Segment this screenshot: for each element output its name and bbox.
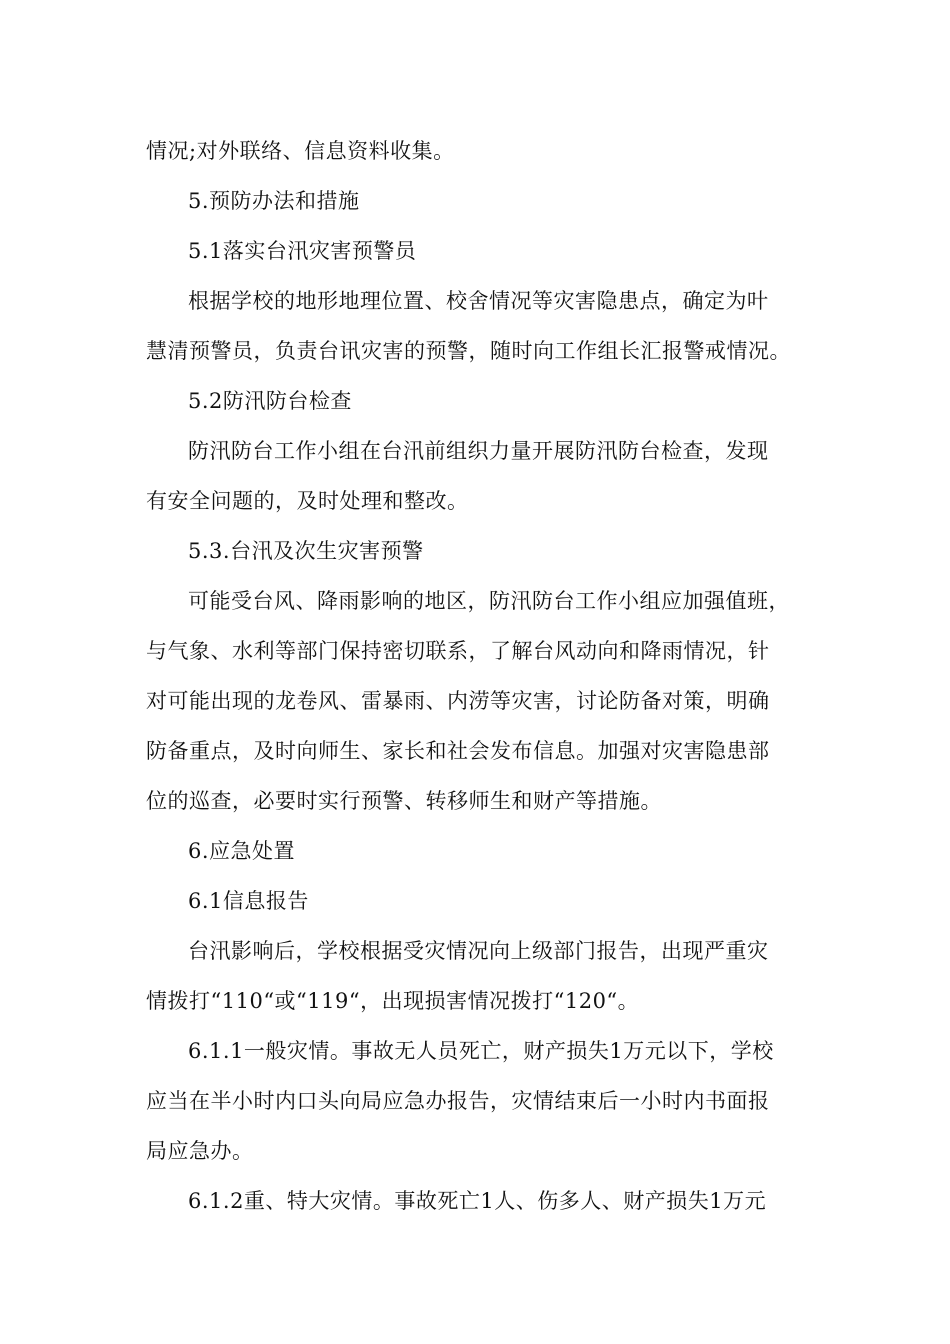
text-line: 应当在半小时内口头向局应急办报告，灾情结束后一小时内书面报 [146, 1089, 770, 1113]
text-line: 防汛防台工作小组在台汛前组织力量开展防汛防台检查，发现 [188, 439, 769, 463]
text-line: 6.1.2重、特大灾情。事故死亡1人、伤多人、财产损失1万元 [188, 1189, 767, 1213]
text-line: 局应急办。 [146, 1139, 254, 1163]
section-heading: 6.应急处置 [188, 839, 296, 863]
text-line: 防备重点，及时向师生、家长和社会发布信息。加强对灾害隐患部 [146, 739, 770, 763]
text-line: 情拨打“110“或“119“，出现损害情况拨打“120“。 [146, 989, 640, 1013]
text-line: 与气象、水利等部门保持密切联系，了解台风动向和降雨情况，针 [146, 639, 770, 663]
text-line: 可能受台风、降雨影响的地区，防汛防台工作小组应加强值班， [188, 589, 790, 613]
text-line: 台汛影响后，学校根据受灾情况向上级部门报告，出现严重灾 [188, 939, 769, 963]
subsection-heading: 6.1信息报告 [188, 889, 309, 913]
text-line: 位的巡查，必要时实行预警、转移师生和财产等措施。 [146, 789, 662, 813]
text-line: 根据学校的地形地理位置、校舍情况等灾害隐患点，确定为叶 [188, 289, 769, 313]
text-line: 6.1.1一般灾情。事故无人员死亡，财产损失1万元以下，学校 [188, 1039, 774, 1063]
text-line: 对可能出现的龙卷风、雷暴雨、内涝等灾害，讨论防备对策，明确 [146, 689, 770, 713]
subsection-heading: 5.1落实台汛灾害预警员 [188, 239, 417, 263]
subsection-heading: 5.3.台汛及次生灾害预警 [188, 539, 424, 563]
text-line: 慧清预警员，负责台讯灾害的预警，随时向工作组长汇报警戒情况。 [146, 339, 791, 363]
text-line: 情况;对外联络、信息资料收集。 [146, 139, 455, 163]
section-heading: 5.预防办法和措施 [188, 189, 360, 213]
text-line: 有安全问题的，及时处理和整改。 [146, 489, 469, 513]
subsection-heading: 5.2防汛防台检查 [188, 389, 352, 413]
